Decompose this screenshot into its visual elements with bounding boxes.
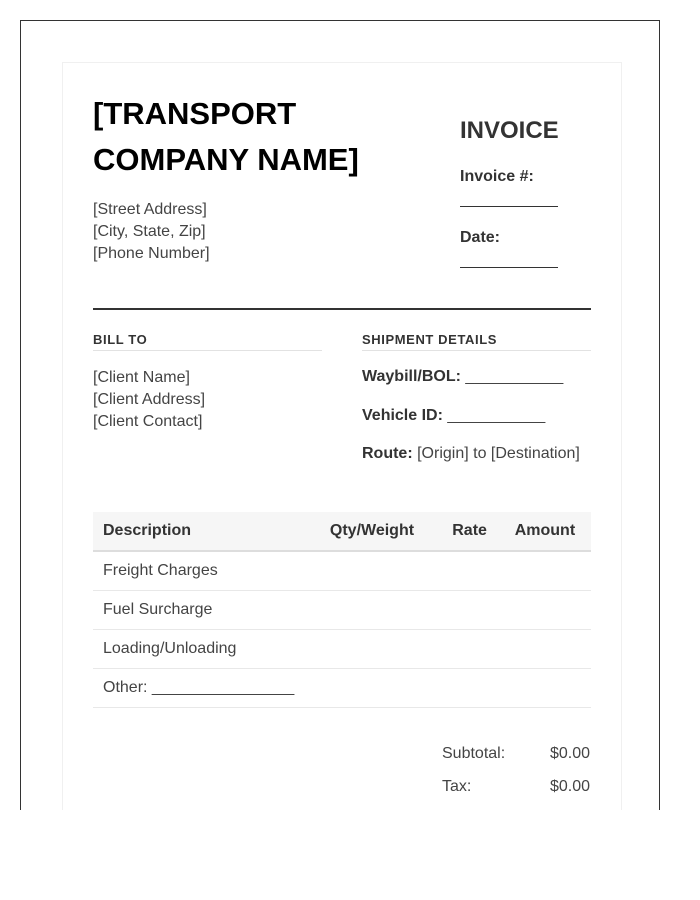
- table-row: [93, 591, 591, 630]
- invoice-date-blank: [460, 267, 558, 268]
- tax-label: Tax:: [442, 778, 472, 795]
- row-description: Fuel Surcharge: [93, 591, 330, 630]
- route-label: Route:: [362, 445, 413, 462]
- bill-to-block: [93, 367, 205, 433]
- row-qty: [330, 669, 440, 708]
- tax-value: $0.00: [549, 778, 590, 795]
- invoice-date-label: Date:: [460, 229, 501, 246]
- row-rate: [440, 630, 499, 669]
- header-divider: [93, 308, 591, 310]
- line-items-table: [93, 512, 591, 708]
- row-amount: [499, 591, 591, 630]
- shipment-details-title: SHIPMENT DETAILS: [362, 332, 591, 351]
- table-row: [93, 551, 591, 591]
- row-amount: [499, 630, 591, 669]
- route-value: [Origin] to [Destination]: [417, 445, 580, 462]
- invoice-number-label: Invoice #:: [460, 168, 534, 185]
- header-description: Description: [93, 512, 330, 551]
- row-qty: [330, 591, 440, 630]
- table-row: [93, 630, 591, 669]
- table-header-row: [93, 512, 591, 551]
- waybill-label: Waybill/BOL:: [362, 368, 461, 385]
- header-rate: Rate: [440, 512, 499, 551]
- client-contact: [Client Contact]: [93, 413, 203, 430]
- table-row: [93, 669, 591, 708]
- client-address: [Client Address]: [93, 391, 206, 408]
- row-description: Other: ________________: [93, 669, 330, 708]
- invoice-sheet: [62, 62, 622, 810]
- row-rate: [440, 591, 499, 630]
- row-description: Freight Charges: [93, 551, 330, 591]
- row-rate: [440, 551, 499, 591]
- invoice-number-blank: [460, 206, 558, 207]
- subtotal-label: Subtotal:: [442, 745, 506, 762]
- document-frame: [20, 20, 660, 810]
- company-phone: [Phone Number]: [93, 245, 210, 262]
- header-amount: Amount: [499, 512, 591, 551]
- bill-to-title: BILL TO: [93, 332, 322, 351]
- waybill-blank: ___________: [465, 368, 564, 385]
- row-qty: [330, 630, 440, 669]
- invoice-title: INVOICE: [460, 117, 559, 144]
- vehicle-id-blank: ___________: [447, 407, 546, 424]
- row-description: Loading/Unloading: [93, 630, 330, 669]
- vehicle-id-label: Vehicle ID:: [362, 407, 443, 424]
- header-qty-weight: Qty/Weight: [330, 512, 440, 551]
- company-address: [93, 199, 210, 265]
- company-city-state-zip: [City, State, Zip]: [93, 223, 206, 240]
- row-qty: [330, 551, 440, 591]
- row-amount: [499, 551, 591, 591]
- row-amount: [499, 669, 591, 708]
- route-row: [362, 445, 580, 463]
- client-name: [Client Name]: [93, 369, 190, 386]
- company-name: [TRANSPORT COMPANY NAME]: [93, 96, 359, 177]
- subtotal-value: $0.00: [549, 745, 590, 762]
- waybill-row: [362, 368, 563, 386]
- row-rate: [440, 669, 499, 708]
- company-street: [Street Address]: [93, 201, 207, 218]
- vehicle-row: [362, 407, 545, 425]
